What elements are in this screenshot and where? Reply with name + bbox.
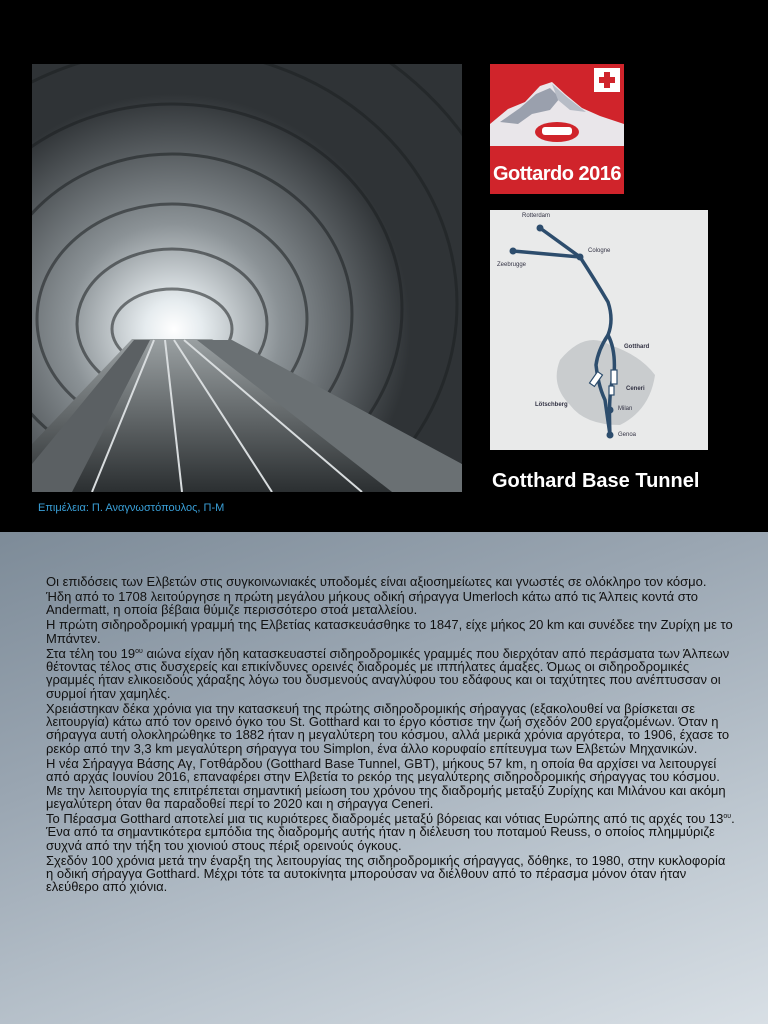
map-label-genoa: Genoa: [618, 432, 637, 438]
map-label-lotschberg: Lötschberg: [535, 402, 568, 408]
paragraph-7: Το Πέρασμα Gotthard αποτελεί μια τις κυριότερες διαδρομές μεταξύ βόρειας και νότιας Ευρώπης από τις αρχές του $13^{o\upsilon}$. Ένα από τα σημαντικότερα εμπόδια της διαδρομής αυτής ήταν η διέλευση του ποταμού Reuss, ο οποίος πλημμύριζε συχνά από την τήξη του χιονιού στους πέριξ ορεινούς όγκους.: [46, 810, 735, 853]
gottardo-2016-logo: [490, 64, 624, 194]
paragraph-4: Στα τέλη του $19^{o\upsilon}$ αιώνα είχαν ήδη κατασκευαστεί σιδηροδρομικές γραμμές που διερχόταν από περάσματα των Άλπεων θέτοντας τέλος στις δυσχερείς και επικίνδυνες ορεινές διαδρομές με ιππήλατες άμαξες. Όμως οι σιδηροδρομικές γραμμές ήταν ελικοειδούς χάραξης λόγω του δυσμενούς αναγλύφου του εδάφους και οι ταχύτητες που ανέπτυσσαν οι συρμοί ήταν χαμηλές.: [46, 645, 730, 701]
paragraph-3: Η πρώτη σιδηροδρομική γραμμή της Ελβετίας κατασκευάσθηκε το 1847, είχε μήκος 20 km και συνέδεε την Ζυρίχη με το Μπάντεν.: [46, 617, 733, 646]
map-label-gotthard: Gotthard: [624, 344, 650, 350]
paragraph-8: Σχεδόν 100 χρόνια μετά την έναρξη της λειτουργίας της σιδηροδρομικής σήραγγας, δόθηκε, το 1980, στην κυκλοφορία η οδική σήραγγα Gotthard. Μέχρι τότε τα αυτοκίνητα μπορούσαν να διέλθουν από το πέρασμα μόνον όταν ήταν ελεύθερο από χιόνια.: [46, 852, 726, 895]
map-label-ceneri: Ceneri: [626, 386, 645, 392]
paragraph-5: Χρειάστηκαν δέκα χρόνια για την κατασκευή της πρώτης σιδηροδρομικής σήραγγας (εξακολουθεί να βρίσκεται σε λειτουργία) κάτω από τον ορεινό όγκο του St. Gotthard και το έργο κόστισε την ζωή σχεδόν 200 εργαζομένων. Όταν η σήραγγα αυτή ολοκληρώθηκε το 1882 ήταν η μεγαλύτερη του κόσμου, αλλά μερικά χρόνια αργότερα, το 1906, έχασε το ρεκόρ από την 3,3 km μεγαλύτερη σήραγγα του Simplon, ένα άλλο κορυφαίο επίτευγμα των Ελβετών Μηχανικών.: [46, 700, 730, 756]
route-map: [490, 210, 708, 450]
paragraph-6: Η νέα Σήραγγα Βάσης Αγ, Γοτθάρδου (Gotthard Base Tunnel, GBT), μήκους 57 km, η οποία θα αρχίσει να λειτουργεί από αρχάς Ιουνίου 2016, επαναφέρει στην Ελβετία το ρεκόρ της μεγαλύτερης σιδηροδρομικής σήραγγας του κόσμου. Με την λειτουργία της επιτρέπεται σημαντική μείωση του χρόνου της διαδρομής μεταξύ Ζυρίχης και Μιλάνου και ακόμη μεγαλύτερη όταν θα παραδοθεί περί το 2020 και η σήραγγα Ceneri.: [46, 755, 726, 811]
article-body: [46, 575, 736, 895]
map-label-cologne: Cologne: [588, 248, 611, 254]
paragraph-2: Ήδη από το 1708 λειτούργησε η πρώτη μεγάλου μήκους οδική σήραγγα Umerloch κάτω από τις Άλπεις κοντά στο Andermatt, η οποία βέβαια θύμιζε περισσότερο στοά μεταλλείου.: [46, 588, 698, 618]
credit-text: Επιμέλεια: Π. Αναγνωστόπουλος, Π-Μ: [38, 502, 225, 514]
page-title: Gotthard Base Tunnel: [492, 470, 700, 492]
map-label-rotterdam: Rotterdam: [522, 213, 551, 219]
map-label-zeebrugge: Zeebrugge: [497, 262, 527, 268]
map-label-milan: Milan: [618, 406, 633, 412]
paragraph-1: Οι επιδόσεις των Ελβετών στις συγκοινωνιακές υποδομές είναι αξιοσημείωτες και γνωστές σε ολόκληρο τον κόσμο.: [46, 574, 707, 589]
logo-text: Gottardo 2016: [493, 163, 621, 185]
article-panel: [0, 532, 768, 1024]
tunnel-photo: [32, 64, 462, 492]
